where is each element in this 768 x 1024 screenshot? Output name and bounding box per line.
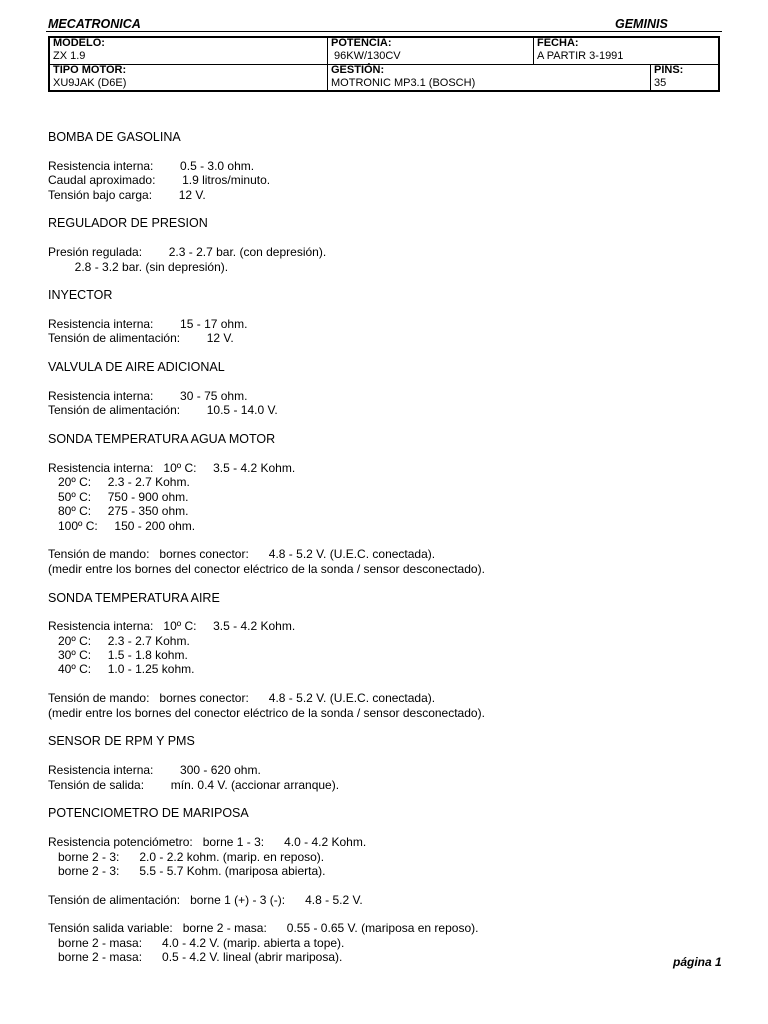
- spec-line: Caudal aproximado: 1.9 litros/minuto.: [48, 173, 271, 188]
- spec-line: Tensión salida variable: borne 2 - masa: 0.55 - 0.65 V. (mariposa en reposo).: [48, 921, 479, 936]
- spec-line: 30º C: 1.5 - 1.8 kohm.: [48, 648, 188, 663]
- spec-section: [48, 216, 728, 288]
- spec-content: [48, 130, 728, 965]
- spacer: [48, 720, 728, 734]
- spacer: [48, 533, 728, 547]
- tipo-motor-value: XU9JAK (D6E): [53, 77, 127, 89]
- spec-section: [48, 130, 728, 216]
- cell-modelo: [50, 38, 327, 63]
- pins-value: 35: [654, 77, 667, 89]
- spec-section: [48, 432, 728, 590]
- vehicle-info-table: [48, 36, 720, 92]
- spec-section: [48, 360, 728, 432]
- spacer: [48, 878, 728, 892]
- cell-fecha: [534, 38, 718, 63]
- spacer: [48, 418, 728, 432]
- section-title: SONDA TEMPERATURA AGUA MOTOR: [48, 432, 276, 447]
- spec-line: Tensión de alimentación: 12 V.: [48, 331, 234, 346]
- potencia-value: 96KW/130CV: [334, 50, 401, 62]
- spec-section: [48, 288, 728, 360]
- spacer: [48, 231, 728, 245]
- spec-line: 40º C: 1.0 - 1.25 kohm.: [48, 662, 195, 677]
- spacer: [48, 576, 728, 590]
- spec-section: [48, 734, 728, 806]
- spec-line: Tensión de salida: mín. 0.4 V. (accionar arranque).: [48, 777, 340, 792]
- section-title: VALVULA DE AIRE ADICIONAL: [48, 360, 225, 375]
- spacer: [48, 792, 728, 806]
- spacer: [48, 821, 728, 835]
- page-number: página 1: [673, 955, 722, 969]
- spec-line: Tensión bajo carga: 12 V.: [48, 187, 206, 202]
- spec-line: 80º C: 275 - 350 ohm.: [48, 504, 189, 519]
- section-title: SENSOR DE RPM Y PMS: [48, 734, 195, 749]
- spec-line: 2.8 - 3.2 bar. (sin depresión).: [48, 259, 229, 274]
- spec-line: Resistencia interna: 10º C: 3.5 - 4.2 Kohm.: [48, 619, 296, 634]
- spacer: [48, 749, 728, 763]
- spec-line: Resistencia interna: 30 - 75 ohm.: [48, 389, 248, 404]
- gestion-value: MOTRONIC MP3.1 (BOSCH): [331, 77, 476, 89]
- fecha-value: A PARTIR 3-1991: [537, 50, 624, 62]
- spec-line: Resistencia interna: 0.5 - 3.0 ohm.: [48, 158, 255, 173]
- spacer: [48, 303, 728, 317]
- modelo-label: MODELO:: [53, 37, 105, 49]
- spec-line: Tensión de alimentación: borne 1 (+) - 3 (-): 4.8 - 5.2 V.: [48, 892, 363, 907]
- potencia-label: POTENCIA:: [331, 37, 392, 49]
- spec-line: Tensión de mando: bornes conector: 4.8 - 5.2 V. (U.E.C. conectada).: [48, 691, 436, 706]
- spacer: [48, 605, 728, 619]
- spec-line: Tensión de alimentación: 10.5 - 14.0 V.: [48, 403, 278, 418]
- spec-line: Resistencia interna: 300 - 620 ohm.: [48, 763, 261, 778]
- cell-tipo-motor: [50, 65, 327, 90]
- cell-potencia: [328, 38, 533, 63]
- spec-line: (medir entre los bornes del conector eléctrico de la sonda / sensor desconectado).: [48, 705, 485, 720]
- spec-line: 100º C: 150 - 200 ohm.: [48, 518, 196, 533]
- cell-gestion: [328, 65, 650, 90]
- spec-line: Tensión de mando: bornes conector: 4.8 - 5.2 V. (U.E.C. conectada).: [48, 547, 436, 562]
- spec-line: borne 2 - 3: 2.0 - 2.2 kohm. (marip. en reposo).: [48, 849, 325, 864]
- spec-line: 20º C: 2.3 - 2.7 Kohm.: [48, 633, 190, 648]
- section-title: INYECTOR: [48, 288, 113, 303]
- spacer: [48, 375, 728, 389]
- header-title: GEMINIS: [615, 17, 668, 31]
- spacer: [48, 274, 728, 288]
- spacer: [48, 447, 728, 461]
- section-title: POTENCIOMETRO DE MARIPOSA: [48, 806, 249, 821]
- tipo-motor-label: TIPO MOTOR:: [53, 64, 127, 76]
- spacer: [48, 677, 728, 691]
- spacer: [48, 907, 728, 921]
- spec-line: Presión regulada: 2.3 - 2.7 bar. (con depresión).: [48, 245, 327, 260]
- spec-line: borne 2 - masa: 4.0 - 4.2 V. (marip. abierta a tope).: [48, 935, 345, 950]
- section-title: SONDA TEMPERATURA AIRE: [48, 590, 220, 605]
- spacer: [48, 144, 728, 158]
- section-title: BOMBA DE GASOLINA: [48, 130, 181, 144]
- cell-pins: [651, 65, 718, 90]
- spec-line: (medir entre los bornes del conector eléctrico de la sonda / sensor desconectado).: [48, 561, 485, 576]
- header-brand: MECATRONICA: [48, 17, 141, 31]
- spacer: [48, 202, 728, 216]
- spec-line: borne 2 - masa: 0.5 - 4.2 V. lineal (abrir mariposa).: [48, 950, 343, 965]
- header-rule: [46, 31, 722, 32]
- fecha-label: FECHA:: [537, 37, 579, 49]
- section-title: REGULADOR DE PRESION: [48, 216, 208, 231]
- gestion-label: GESTIÓN:: [331, 64, 385, 76]
- spacer: [48, 346, 728, 360]
- spec-line: Resistencia interna: 15 - 17 ohm.: [48, 317, 248, 332]
- spec-section: [48, 806, 728, 964]
- spec-section: [48, 591, 728, 735]
- spec-line: 50º C: 750 - 900 ohm.: [48, 489, 189, 504]
- spec-line: borne 2 - 3: 5.5 - 5.7 Kohm. (mariposa abierta).: [48, 863, 326, 878]
- pins-label: PINS:: [654, 64, 684, 76]
- spec-line: Resistencia potenciómetro: borne 1 - 3: 4.0 - 4.2 Kohm.: [48, 835, 367, 850]
- spec-line: 20º C: 2.3 - 2.7 Kohm.: [48, 475, 190, 490]
- modelo-value: ZX 1.9: [53, 50, 86, 62]
- spec-line: Resistencia interna: 10º C: 3.5 - 4.2 Kohm.: [48, 460, 296, 475]
